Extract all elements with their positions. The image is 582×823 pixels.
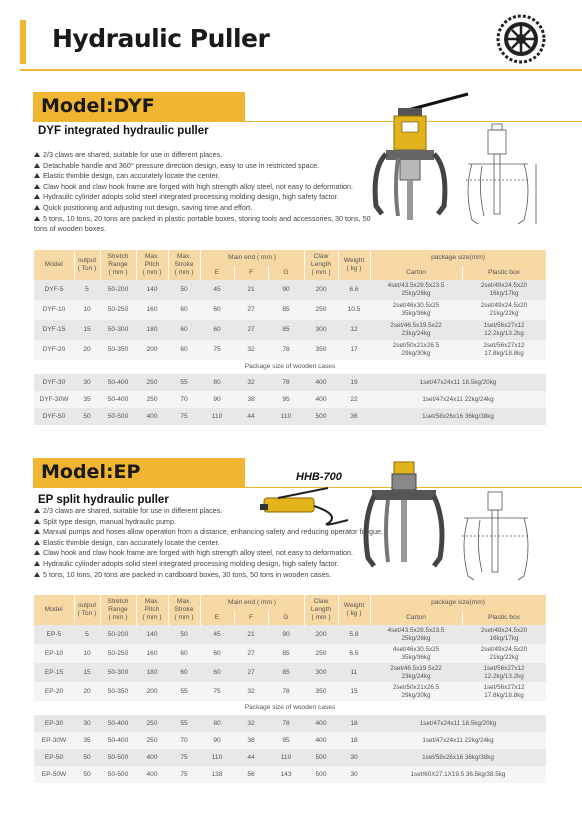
table-cell: 400	[136, 408, 168, 425]
table-cell: 27	[234, 663, 268, 682]
table-cell: 36	[338, 408, 370, 425]
table-cell: 20	[74, 340, 100, 360]
table-cell: 60	[200, 644, 234, 663]
col-header-e: E	[200, 266, 234, 280]
table-cell: 50-250	[100, 644, 136, 663]
dyf-feature-list	[34, 150, 379, 235]
table-cell: 2set/49x24.5x20 21kg/22kg	[462, 644, 546, 663]
table-cell: 70	[168, 391, 200, 408]
table-cell: DYF-30	[34, 374, 74, 391]
table-row	[34, 374, 546, 391]
table-cell: 85	[268, 644, 304, 663]
table-cell: 180	[136, 663, 168, 682]
table-cell: 50-500	[100, 408, 136, 425]
table-cell: 2set/50x21x26.5 29kg/30kg	[370, 340, 462, 360]
table-cell: 32	[234, 715, 268, 732]
header-rule	[20, 69, 582, 71]
triangle-bullet-icon	[34, 216, 40, 221]
triangle-bullet-icon	[34, 550, 40, 555]
table-cell: 4set/43.5x28.5x23.5 25kg/26kg	[370, 625, 462, 644]
dyf-model-label: Model:DYF	[41, 95, 155, 117]
col-header-main-end: Main end ( mm )	[200, 595, 304, 611]
list-item: Detachable handle and 360° pressure direction design, easy to use in restricted space.	[34, 161, 379, 172]
table-row	[34, 749, 546, 766]
table-cell: 21	[234, 280, 268, 300]
table-cell: 250	[136, 374, 168, 391]
table-cell: 32	[234, 340, 268, 360]
ep-spec-table	[34, 595, 547, 783]
ep-subtitle: EP split hydraulic puller	[38, 494, 169, 506]
table-cell: 55	[168, 682, 200, 701]
col-header-model: Model	[34, 250, 74, 280]
table-cell: 1set/56x27x12 12.2kg/13.2kg	[462, 663, 546, 682]
list-item: Hydraulic cylinder adopts solid steel integrated processing molding design, high safety factor.	[34, 559, 454, 570]
table-cell: 60	[200, 300, 234, 320]
list-item: Hydraulic cylinder adopts solid steel integrated processing molding design, high safety factor.	[34, 192, 379, 203]
table-cell: 75	[168, 749, 200, 766]
col-header-g: G	[268, 611, 304, 625]
table-cell: 160	[136, 300, 168, 320]
table-cell: 30	[338, 749, 370, 766]
table-cell: 95	[268, 732, 304, 749]
table-cell: 90	[268, 280, 304, 300]
list-item: Quick positioning and adjusting nut design, saving time and effort.	[34, 203, 379, 214]
table-cell: 45	[200, 280, 234, 300]
table-cell: 1set/60X27.1X19.5 36.5kg/38.5kg	[370, 766, 546, 783]
table-cell: 1set/47x24x11 22kg/24kg	[370, 391, 546, 408]
table-cell: 400	[304, 715, 338, 732]
col-header-f: F	[234, 611, 268, 625]
table-row	[34, 644, 546, 663]
table-cell: 300	[304, 320, 338, 340]
table-cell: 2set/49x24.5x20 16kg/17kg	[462, 625, 546, 644]
table-cell: 5.8	[338, 625, 370, 644]
table-cell: 78	[268, 374, 304, 391]
table-cell: 2set/49x24.5x20 21kg/22kg	[462, 300, 546, 320]
table-cell: 250	[136, 715, 168, 732]
table-cell: 38	[234, 732, 268, 749]
table-cell: 400	[304, 732, 338, 749]
table-cell: 2set/56x27x12 17.8kg/18.8kg	[462, 340, 546, 360]
triangle-bullet-icon	[34, 508, 40, 513]
table-cell: 350	[304, 682, 338, 701]
table-cell: EP-30W	[34, 732, 74, 749]
table-cell: 1set/56x27x12 17.8kg/18.8kg	[462, 682, 546, 701]
table-cell: 60	[168, 300, 200, 320]
table-cell: 32	[234, 374, 268, 391]
table-row	[34, 682, 546, 701]
table-cell: 140	[136, 280, 168, 300]
table-cell: 5	[74, 625, 100, 644]
table-cell: 30	[74, 374, 100, 391]
table-cell: 90	[200, 732, 234, 749]
table-cell: 60	[200, 320, 234, 340]
dyf-spec-table	[34, 250, 547, 425]
table-cell: 38	[234, 391, 268, 408]
ep-feature-list	[34, 506, 454, 580]
table-cell: 50-400	[100, 391, 136, 408]
col-header-pitch: Max. Pitch ( mm )	[136, 250, 168, 280]
table-cell: 50	[168, 625, 200, 644]
table-cell: 60	[168, 340, 200, 360]
table-cell: 27	[234, 320, 268, 340]
col-header-output: output ( Ton )	[74, 250, 100, 280]
table-cell: 400	[136, 766, 168, 783]
table-cell: 1set/58x26x16 36kg/38kg	[370, 408, 546, 425]
wooden-case-caption-row	[34, 701, 546, 715]
col-header-weight: Weight ( kg )	[338, 250, 370, 280]
table-cell: 250	[304, 300, 338, 320]
table-cell: 35	[74, 391, 100, 408]
table-cell: 50-350	[100, 682, 136, 701]
table-cell: 75	[168, 766, 200, 783]
table-cell: 75	[200, 340, 234, 360]
table-cell: 6.6	[338, 280, 370, 300]
list-item: Elastic thimble design, can accurately locate the center.	[34, 171, 379, 182]
col-header-model: Model	[34, 595, 74, 625]
table-cell: 60	[200, 663, 234, 682]
table-cell: 30	[74, 715, 100, 732]
table-cell: 85	[268, 320, 304, 340]
col-header-output: output ( Ton )	[74, 595, 100, 625]
table-cell: 10	[74, 644, 100, 663]
wooden-case-caption: Package size of wooden cases	[34, 701, 546, 715]
table-row	[34, 320, 546, 340]
col-header-stretch: Stretch Range ( mm )	[100, 250, 136, 280]
table-cell: 78	[268, 340, 304, 360]
table-cell: 200	[304, 280, 338, 300]
dyf-technical-drawing	[458, 120, 558, 240]
table-cell: 17	[338, 340, 370, 360]
table-cell: 50-400	[100, 732, 136, 749]
table-cell: 75	[168, 408, 200, 425]
triangle-bullet-icon	[34, 163, 40, 168]
table-cell: EP-15	[34, 663, 74, 682]
triangle-bullet-icon	[34, 184, 40, 189]
table-cell: DYF-20	[34, 340, 74, 360]
table-cell: DYF-15	[34, 320, 74, 340]
triangle-bullet-icon	[34, 540, 40, 545]
table-cell: DYF-5	[34, 280, 74, 300]
table-cell: 250	[136, 391, 168, 408]
list-item: 2/3 claws are shared, suitable for use in different places.	[34, 506, 454, 517]
table-cell: 50	[74, 749, 100, 766]
table-cell: 160	[136, 644, 168, 663]
table-cell: 4set/43.5x28.5x23.5 25kg/26kg	[370, 280, 462, 300]
col-header-plastic: Plastic box	[462, 611, 546, 625]
table-cell: 22	[338, 391, 370, 408]
ep-technical-drawing	[456, 486, 556, 596]
table-cell: 15	[74, 320, 100, 340]
page-title: Hydraulic Puller	[52, 24, 270, 53]
table-cell: 30	[338, 766, 370, 783]
table-cell: 50-250	[100, 300, 136, 320]
table-cell: 300	[304, 663, 338, 682]
table-cell: 50-400	[100, 374, 136, 391]
page-header	[0, 14, 582, 72]
table-cell: 1set/58x26x16 36kg/38kg	[370, 749, 546, 766]
table-row	[34, 625, 546, 644]
table-cell: 500	[304, 408, 338, 425]
list-item: Split type design, manual hydraulic pump.	[34, 517, 454, 528]
col-header-e: E	[200, 611, 234, 625]
table-cell: 4set/46x30.5x25 35kg/36kg	[370, 644, 462, 663]
table-cell: 50	[168, 280, 200, 300]
table-cell: 50	[74, 408, 100, 425]
table-cell: 80	[200, 374, 234, 391]
table-cell: 250	[304, 644, 338, 663]
table-row	[34, 663, 546, 682]
col-header-stroke: Max. Stroke ( mm )	[168, 595, 200, 625]
table-row	[34, 300, 546, 320]
table-cell: DYF-10	[34, 300, 74, 320]
table-cell: 27	[234, 644, 268, 663]
table-cell: 78	[268, 715, 304, 732]
table-cell: 180	[136, 320, 168, 340]
table-cell: 350	[304, 340, 338, 360]
col-header-claw: Claw Length ( mm )	[304, 595, 338, 625]
triangle-bullet-icon	[34, 561, 40, 566]
list-item: 5 tons, 10 tons, 20 tons are packed in cardboard boxes, 30 tons, 50 tons in wooden cases.	[34, 570, 454, 581]
table-cell: 1set/47x24x11 18.5kg/20kg	[370, 715, 546, 732]
table-cell: 2set/46.5x19.5x22 23kg/24kg	[370, 320, 462, 340]
table-cell: 110	[200, 408, 234, 425]
col-header-plastic: Plastic box	[462, 266, 546, 280]
table-cell: 15	[338, 682, 370, 701]
list-item: 2/3 claws are shared, suitable for use in different places.	[34, 150, 379, 161]
table-cell: 85	[268, 663, 304, 682]
table-cell: 2set/46x30.5x25 35kg/36kg	[370, 300, 462, 320]
table-cell: DYF-50	[34, 408, 74, 425]
table-cell: 140	[136, 625, 168, 644]
ep-model-label: Model:EP	[41, 461, 141, 483]
table-cell: 60	[168, 663, 200, 682]
table-cell: 18	[338, 715, 370, 732]
gear-wheel-logo-icon	[496, 14, 546, 64]
table-cell: 44	[234, 749, 268, 766]
table-cell: 21	[234, 625, 268, 644]
hhb-product-code: HHB-700	[296, 471, 342, 483]
triangle-bullet-icon	[34, 194, 40, 199]
header-accent-bar	[20, 20, 26, 64]
table-cell: 400	[136, 749, 168, 766]
table-cell: 44	[234, 408, 268, 425]
table-cell: 50	[74, 766, 100, 783]
table-cell: 50-300	[100, 663, 136, 682]
table-cell: 10.5	[338, 300, 370, 320]
table-cell: 90	[200, 391, 234, 408]
table-cell: 1set/47x24x11 18.5kg/20kg	[370, 374, 546, 391]
table-cell: 1set/56x27x12 12.2kg/13.2kg	[462, 320, 546, 340]
table-cell: 70	[168, 732, 200, 749]
table-cell: 56	[234, 766, 268, 783]
table-cell: 45	[200, 625, 234, 644]
triangle-bullet-icon	[34, 572, 40, 577]
table-cell: 500	[304, 766, 338, 783]
table-row	[34, 766, 546, 783]
wooden-case-caption: Package size of wooden cases	[34, 360, 546, 374]
table-cell: 200	[304, 625, 338, 644]
col-header-carton: Carton	[370, 266, 462, 280]
table-cell: 6.5	[338, 644, 370, 663]
table-row	[34, 391, 546, 408]
dyf-model-band	[33, 92, 245, 122]
table-cell: 400	[304, 374, 338, 391]
col-header-claw: Claw Length ( mm )	[304, 250, 338, 280]
table-cell: EP-5	[34, 625, 74, 644]
table-cell: 2set/49x24.5x20 16kg/17kg	[462, 280, 546, 300]
table-cell: 500	[304, 749, 338, 766]
table-cell: 12	[338, 320, 370, 340]
table-cell: 35	[74, 732, 100, 749]
table-cell: 15	[74, 663, 100, 682]
table-cell: 55	[168, 374, 200, 391]
table-cell: 55	[168, 715, 200, 732]
table-cell: 32	[234, 682, 268, 701]
table-cell: 80	[200, 715, 234, 732]
col-header-stretch: Stretch Range ( mm )	[100, 595, 136, 625]
list-item: Elastic thimble design, can accurately locate the center.	[34, 538, 454, 549]
col-header-package: package size(mm)	[370, 250, 546, 266]
col-header-pitch: Max. Pitch ( mm )	[136, 595, 168, 625]
table-cell: 250	[136, 732, 168, 749]
table-cell: 90	[268, 625, 304, 644]
table-cell: 2set/50x21x26.5 29kg/30kg	[370, 682, 462, 701]
table-cell: 110	[200, 749, 234, 766]
col-header-f: F	[234, 266, 268, 280]
triangle-bullet-icon	[34, 529, 40, 534]
table-cell: 50-300	[100, 320, 136, 340]
table-cell: 78	[268, 682, 304, 701]
table-cell: 400	[304, 391, 338, 408]
table-cell: 60	[168, 320, 200, 340]
table-cell: EP-10	[34, 644, 74, 663]
table-cell: 10	[74, 300, 100, 320]
col-header-main-end: Main end ( mm )	[200, 250, 304, 266]
col-header-package: package size(mm)	[370, 595, 546, 611]
table-cell: 50-350	[100, 340, 136, 360]
list-item: Claw hook and claw hook frame are forged with high strength alloy steel, not easy to deformation.	[34, 182, 379, 193]
table-cell: 138	[200, 766, 234, 783]
dyf-subtitle: DYF integrated hydraulic puller	[38, 125, 209, 137]
col-header-weight: Weight ( kg )	[338, 595, 370, 625]
list-item: Manual pumps and hoses allow operation from a distance, enhancing safety and reducing operator fatigue.	[34, 527, 454, 538]
table-cell: 110	[268, 749, 304, 766]
col-header-g: G	[268, 266, 304, 280]
table-cell: 95	[268, 391, 304, 408]
table-cell: 1set/47x24x11 22kg/24kg	[370, 732, 546, 749]
table-cell: EP-20	[34, 682, 74, 701]
table-cell: 2set/46.5x19.5x22 23kg/24kg	[370, 663, 462, 682]
table-row	[34, 732, 546, 749]
ep-model-band	[33, 458, 245, 488]
table-cell: 75	[200, 682, 234, 701]
table-cell: 60	[168, 644, 200, 663]
table-row	[34, 715, 546, 732]
list-item: 5 tons, 10 tons, 20 tons are packed in plastic portable boxes, storing tools and accessories, 30 tons, 50 tons of wooden boxes.	[34, 213, 371, 234]
col-header-stroke: Max. Stroke ( mm )	[168, 250, 200, 280]
table-cell: 110	[268, 408, 304, 425]
table-cell: 50-200	[100, 625, 136, 644]
wooden-case-caption-row	[34, 360, 546, 374]
table-cell: 50-500	[100, 766, 136, 783]
triangle-bullet-icon	[34, 519, 40, 524]
table-cell: EP-30	[34, 715, 74, 732]
table-row	[34, 340, 546, 360]
table-cell: EP-50W	[34, 766, 74, 783]
table-cell: 200	[136, 682, 168, 701]
table-cell: 20	[74, 682, 100, 701]
list-item: Claw hook and claw hook frame are forged with high strength alloy steel, not easy to deformation.	[34, 548, 454, 559]
table-row	[34, 408, 546, 425]
triangle-bullet-icon	[34, 152, 40, 157]
table-cell: EP-50	[34, 749, 74, 766]
triangle-bullet-icon	[34, 173, 40, 178]
table-cell: 27	[234, 300, 268, 320]
table-cell: 143	[268, 766, 304, 783]
table-cell: 85	[268, 300, 304, 320]
table-cell: 18	[338, 732, 370, 749]
table-cell: 50-200	[100, 280, 136, 300]
table-cell: 11	[338, 663, 370, 682]
table-cell: 5	[74, 280, 100, 300]
triangle-bullet-icon	[34, 205, 40, 210]
table-cell: 50-500	[100, 749, 136, 766]
col-header-carton: Carton	[370, 611, 462, 625]
table-cell: 200	[136, 340, 168, 360]
table-cell: 50-400	[100, 715, 136, 732]
table-cell: 19	[338, 374, 370, 391]
table-row	[34, 280, 546, 300]
table-cell: DYF-30W	[34, 391, 74, 408]
